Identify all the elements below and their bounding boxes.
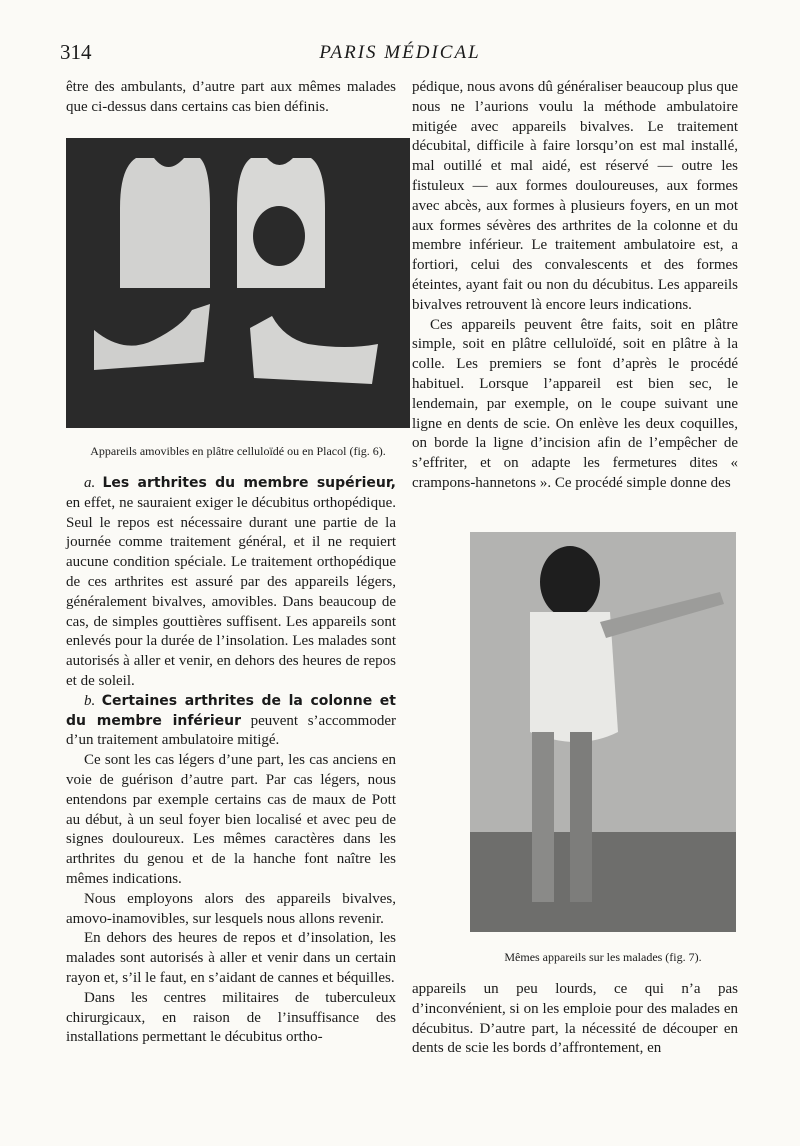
paragraph-light-cases: Ce sont les cas légers d’une part, les cas anciens en voie de guérison d’autre part. Par cas légers, nous entendons par exemple certains cas de maux de Pott au début, à un seul foyer bien localisé et avec peu de signes douloureux. Les mêmes caractères dans les arthrites du genou et de la hanche font naître les mêmes indications. [66, 752, 396, 887]
figure-7-caption: Mêmes appareils sur les malades (fig. 7). [504, 950, 702, 964]
paragraph-a-text: en effet, ne sauraient exiger le décubitus orthopédique. Seul le repos est nécessaire durant une partie de la journée comme traitement général, et il ne requiert aucune condition spéciale. Le traitement orthopédique de ces arthrites est assuré par des appareils légers, généralement bivalves, amovibles. Dans beaucoup de cas, de simples gouttières suffisent. Les appareils sont enlevés pour la durée de l’insolation. Les malades sont autorisés à aller et venir, en dehors des heures de repos et de soleil. [66, 494, 396, 689]
figure-7-patient-photo [470, 532, 736, 932]
paragraph-military-centres: Dans les centres militaires de tuberculeux chirurgicaux, en raison de l’insuffisance des installations permettant le décubitus ortho- [66, 989, 396, 1046]
right-column-bottom [412, 980, 738, 1059]
right-paragraph-1: pédique, nous avons dû généraliser beaucoup plus que nous ne l’aurions voulu la méthode ambulatoire mitigée avec appareils bivalves. Le traitement décubital, difficile à faire lorsqu’on est mal installé, mal outillé et mal aidé, est réservé — outre les fistuleux — aux formes douloureuses, aux formes avec abcès, aux formes à plusieurs foyers, en un mot aux formes sévères des arthrites de la colonne et du membre inférieur. Le traitement ambulatoire est, a fortiori, celui des convalescents et des formes éteintes, ayant fait ou non du décubitus. Les appareils bivalves retrouvent là encore leurs indications. [412, 79, 738, 313]
paragraph-b-label: b. [84, 692, 96, 709]
right-paragraph-3: appareils un peu lourds, ce qui n’a pas d’inconvénient, si on les emploie pour des malades en décubitus. D’autre part, la nécessité de découper en dents de scie les bords d’affrontement, en [412, 981, 738, 1057]
paragraph-b [66, 692, 396, 751]
right-paragraph-2: Ces appareils peuvent être faits, soit en plâtre simple, soit en plâtre celluloïdé, soit en plâtre à la colle. Les premiers se font d’après le procédé habituel. Lorsque l’appareil est bien sec, le lendemain, par exemple, on le coupe suivant une ligne en dents de scie. On enlève les deux coquilles, on borde la ligne d’incision afin de l’empêcher de s’effriter, et on adapte les fermetures dites « crampons-hannetons ». Ce procédé simple donne des [412, 316, 738, 491]
paragraph-a-heading: Les arthrites du membre supérieur, [102, 475, 396, 491]
figure-6-plaster-appliances [66, 138, 410, 428]
plaster-appliances-image [66, 138, 410, 428]
page-number: 314 [60, 40, 92, 64]
paragraph-a [66, 474, 396, 692]
paragraph-b-heading: Certaines arthrites de la colonne et du membre inférieur [66, 692, 396, 729]
figure-6-caption: Appareils amovibles en plâtre celluloïdé ou en Placol (fig. 6). [90, 444, 386, 458]
patient-photo-image [470, 532, 736, 932]
left-intro-text: être des ambulants, d’autre part aux mêmes malades que ci-dessus dans certains cas bien définis. [66, 79, 396, 115]
left-column-body [66, 474, 396, 1048]
running-title: PARIS MÉDICAL [319, 42, 481, 63]
paragraph-outside-hours: En dehors des heures de repos et d’insolation, les malades sont autorisés à aller et venir dans un certain rayon et, s’il le faut, en s’aidant de cannes et béquilles. [66, 930, 396, 986]
right-column-top [412, 78, 738, 494]
left-column-top [66, 78, 396, 118]
paragraph-b-text: peuvent s’accommoder d’un traitement ambulatoire mitigé. [66, 712, 396, 749]
paragraph-bivalve: Nous employons alors des appareils bivalves, amovo-inamovibles, sur lesquels nous allons revenir. [66, 890, 396, 927]
paragraph-a-label: a. [84, 475, 96, 491]
page-header [60, 40, 740, 70]
